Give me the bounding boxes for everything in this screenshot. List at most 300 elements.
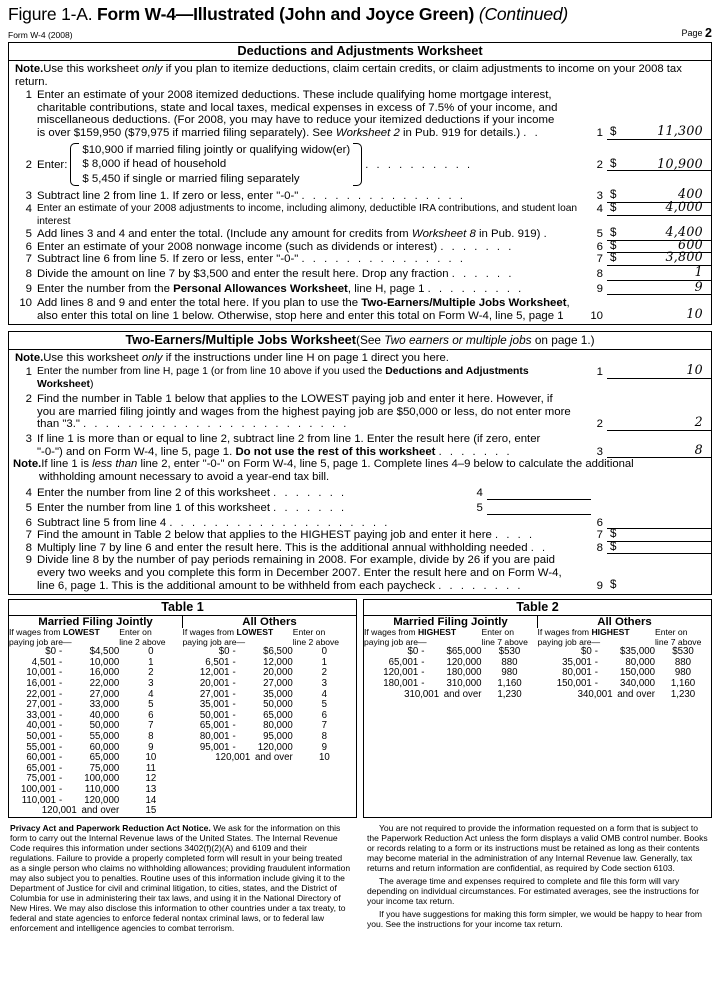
leader-dots: . . [530, 541, 548, 554]
deductions-line-2 [9, 143, 711, 187]
page-indicator [682, 26, 713, 40]
line-number: 9 [25, 282, 32, 295]
range-high: 27,000 [89, 688, 120, 700]
line-2-options [82, 143, 350, 187]
range-dash: - [594, 656, 598, 668]
range-high: $4,500 [89, 646, 120, 658]
wage-value-cell: 880 [674, 656, 692, 668]
deductions-line-6 [9, 236, 711, 254]
range-high: 80,000 [263, 720, 293, 732]
line-text [37, 283, 587, 296]
answer-line-number: 4 [476, 487, 483, 500]
table-2-group-others: All Others [597, 616, 652, 629]
range-dash: - [594, 678, 598, 690]
line-text-a: Find the number in Table 1 below that applies to the LOWEST paying job and enter it here. However, if [37, 393, 553, 406]
answer-field-te-3[interactable] [607, 441, 711, 459]
col-wage-post: paying job are— [9, 636, 72, 647]
wage-value-cell [293, 806, 356, 817]
answer-field-te-2[interactable] [607, 414, 711, 431]
brace-left [70, 143, 79, 187]
dollar-sign: $ [610, 188, 617, 202]
range-dash: - [59, 678, 63, 690]
table-row [364, 690, 711, 701]
line-text [37, 366, 587, 391]
range-high: 75,000 [89, 762, 120, 774]
deductions-line-5 [9, 224, 711, 241]
range-low: 180,001 [383, 678, 419, 690]
leader-dots: . . . . . . . [440, 240, 514, 253]
range-dash: - [59, 741, 63, 753]
table-2-group-mfj: Married Filing Jointly [364, 616, 538, 628]
wage-value-cell: 10 [318, 752, 330, 764]
line-number: 6 [25, 240, 32, 253]
brace-right [353, 143, 362, 187]
answer-field-te-5[interactable] [487, 502, 591, 515]
answer-field-te-7[interactable] [607, 529, 711, 542]
dollar-sign: $ [610, 201, 617, 214]
line-number: 8 [25, 541, 32, 554]
range-low: 4,501 [31, 656, 56, 668]
answer-value: 10,900 [657, 156, 703, 172]
leader-dots: . . . . . . . . . . . . . . . . . . . . [169, 516, 390, 529]
col-enter-line7-others [655, 628, 711, 647]
line-text-c: than "3." [37, 418, 80, 431]
wage-value-cell: 1,230 [670, 688, 696, 700]
two-earners-line-7 [9, 529, 711, 542]
range-high: 100,000 [84, 773, 120, 785]
note-pre: Use this worksheet [43, 352, 142, 365]
line-text-b: you are married filing jointly and wages from the highest paying job are $50,000 or less, do not enter more [37, 405, 571, 418]
line-text-pre: Add lines 3 and 4 and enter the total. (Include any amount for credits from [37, 228, 412, 241]
line-text [37, 487, 467, 500]
line-number: 7 [25, 253, 32, 266]
wage-value-cell: 9 [148, 741, 154, 753]
leader-dots: . . . . . . . . . . . . . . . [301, 190, 466, 203]
line-text-b-pre: "-0-") and on Form W-4, line 5, page 1. [37, 445, 236, 458]
range-high: 55,000 [89, 731, 120, 743]
line-text-post: in Pub. 919) [475, 228, 541, 241]
answer-field-10[interactable] [607, 305, 711, 323]
range-low: 120,001 [215, 752, 251, 764]
option-single: $ 5,450 if single or married filing separately [82, 172, 300, 185]
line-text-main: Enter an estimate of your 2008 nonwage income (such as dividends or interest) [37, 240, 438, 253]
range-low: $0 [45, 646, 56, 658]
range-low: 310,001 [404, 688, 440, 700]
range-high: $35,000 [619, 646, 655, 658]
line-text [37, 433, 587, 458]
range-dash: - [59, 688, 63, 700]
line-text-a: If line 1 is more than or equal to line 2, subtract line 2 from line 1. Enter the result here (if zero, enter [37, 432, 541, 445]
privacy-notice-body: We ask for the information on this form to carry out the Internal Revenue laws of the United States. The Internal Revenue Code requires this information under sections 3402(f)(2)(A) and 6109 and their regulations. Failure to provide a properly completed form will result in your being treated as a single person who claims no withholding allowances; providing fraudulent information may also subject you to penalties. Routine uses of this information include giving it to the Department of Justice for civil and criminal litigation, to cities, states, and the District of Columbia for use in administering their tax laws, and using it in the National Directory of New Hires. We may also disclose this information to other countries under a tax treaty, to federal and state agencies to enforce federal nontax criminal laws, or to federal law enforcement and intelligence agencies to combat terrorism. [10, 822, 351, 933]
two-earners-line-2 [9, 393, 711, 431]
line-text-d-pre: is over $159,950 ($79,975 if married filing separately). See [37, 127, 336, 140]
line-number: 5 [25, 501, 32, 514]
table-1-caption: Table 1 [9, 600, 356, 616]
range-high: 150,000 [619, 667, 655, 679]
two-earners-line-8 [9, 539, 711, 555]
range-dash: - [232, 720, 236, 732]
table-2-caption: Table 2 [364, 600, 711, 616]
answer-value: 2 [694, 414, 703, 430]
line-text-main: Divide the amount on line 7 by $3,500 and enter the result here. Drop any fraction [37, 267, 449, 280]
wage-value-cell [293, 785, 356, 796]
wage-value-cell: 1 [148, 656, 154, 668]
answer-field-4[interactable] [607, 199, 711, 216]
range-dash: - [594, 646, 598, 658]
line-number: 2 [25, 393, 32, 406]
table-2 [363, 599, 712, 818]
col-enter-b: line 2 above [292, 636, 340, 647]
dollar-sign: $ [610, 527, 617, 541]
paperwork-notice-right [367, 823, 710, 936]
wage-value-cell: $530 [672, 646, 694, 658]
line-label: Enter: [37, 158, 68, 171]
deductions-line-1 [9, 89, 711, 139]
range-dash: - [594, 667, 598, 679]
deductions-line-7 [9, 249, 711, 266]
line-number: 1 [25, 89, 32, 102]
col-wage-pre: If wages from [537, 627, 592, 638]
range-high: 65,000 [263, 709, 293, 721]
range-over: and over [441, 688, 482, 700]
range-dash: - [59, 731, 63, 743]
col-wage-post: paying job are— [182, 636, 246, 647]
range-high: $65,000 [446, 646, 482, 658]
range-high: 50,000 [263, 699, 293, 711]
leader-dots: . . . . . . . [273, 501, 347, 514]
note-post: if the instructions under line H on page 1 direct you here. [162, 352, 449, 365]
option-hoh: $ 8,000 if head of household [82, 158, 227, 171]
wage-value-cell: 3 [321, 678, 328, 690]
line-text-c: line 6, page 1. This is the additional amount to be withheld from each paycheck [37, 579, 436, 592]
two-earners-note [9, 352, 711, 366]
range-low: 75,001 [26, 773, 56, 785]
wage-tables [8, 599, 712, 818]
range-dash: - [59, 752, 63, 764]
range-low: 55,001 [26, 741, 56, 753]
dollar-sign: $ [610, 539, 617, 553]
range-dash: - [232, 731, 236, 743]
range-low: 150,001 [556, 678, 592, 690]
wage-value-cell: 13 [145, 784, 157, 795]
deductions-line-9 [9, 278, 711, 296]
line-text [37, 228, 587, 241]
range-high: 20,000 [263, 667, 293, 679]
line-text-a: Divide line 8 by the number of pay periods remaining in 2008. For example, divide by 26 if you are paid [37, 554, 555, 567]
wage-value-cell: 5 [321, 699, 328, 711]
wage-value-cell: 10 [145, 752, 157, 764]
figure-title-text: Form W-4—Illustrated (John and Joyce Green) [97, 4, 475, 24]
page-number: 2 [705, 26, 712, 40]
range-low: 65,001 [199, 720, 230, 732]
line-text-a-pre: Add lines 8 and 9 and enter the total here. If you plan to use the [37, 297, 362, 310]
line-text-main: Subtract line 2 from line 1. If zero or less, enter "-0-" [37, 190, 299, 203]
dollar-sign: $ [610, 125, 617, 139]
range-dash: - [59, 773, 63, 785]
range-dash: - [421, 667, 425, 679]
line-number: 3 [25, 432, 32, 445]
answer-field-te-4[interactable] [487, 487, 591, 500]
paperwork-paragraph-1: You are not required to provide the information requested on a form that is subject to the Paperwork Reduction Act unless the form displays a valid OMB control number. Books or records relating to a form or its instructions must be retained as long as their contents may become material in the administration of any Internal Revenue law. Generally, tax returns and return information are confidential, as required by Code section 6103. [367, 822, 708, 873]
two-earners-line-9 [9, 554, 711, 592]
answer-value: 600 [678, 236, 703, 252]
range-high: 120,000 [84, 794, 120, 806]
leader-dots: . . . . . . . [438, 445, 513, 458]
range-low: 50,001 [199, 709, 230, 721]
table-2-column-headers [364, 628, 711, 647]
wage-value-cell: 14 [145, 794, 157, 806]
col-wages-lowest-mfj [9, 628, 119, 647]
answer-line-number: 1 [596, 127, 603, 140]
table-row [9, 806, 356, 817]
range-low: 16,001 [26, 678, 56, 690]
wage-value-cell [293, 796, 356, 807]
two-earners-line-1 [9, 362, 711, 391]
privacy-notice [10, 823, 710, 936]
range-high: 12,000 [263, 656, 293, 668]
two-earners-line-3 [9, 433, 711, 458]
line-number: 5 [25, 228, 32, 241]
range-low: $0 [580, 646, 592, 658]
table-2-body [364, 647, 711, 700]
wage-value-cell: 12 [145, 773, 157, 785]
range-high: 340,000 [619, 678, 655, 690]
dollar-sign: $ [610, 157, 617, 171]
deductions-note-label: Note. [15, 63, 44, 76]
range-dash: - [59, 709, 63, 721]
heading-sub-em: Two earners or multiple jobs [384, 333, 532, 348]
leader-dots: . . [523, 127, 541, 140]
leader-dots: . [543, 228, 550, 241]
answer-value: 10 [686, 362, 703, 377]
col-wage-pre: If wages from [9, 627, 63, 638]
wage-value-cell: 6 [148, 709, 154, 721]
answer-line-number: 6 [596, 240, 603, 253]
line-text [37, 517, 587, 530]
line-number: 9 [25, 554, 32, 567]
line-text [37, 393, 587, 431]
wage-value-cell: 4 [148, 688, 154, 700]
wage-value-cell: 980 [674, 667, 692, 679]
line-number: 10 [19, 297, 32, 310]
range-low: 100,001 [20, 784, 56, 795]
range-low: 95,001 [199, 741, 230, 753]
answer-line-number: 1 [596, 366, 603, 378]
col-wage-pre: If wages from [182, 627, 237, 638]
range-dash: - [232, 678, 236, 690]
line-text-main: Find the amount in Table 2 below that applies to the HIGHEST paying job and enter it here [37, 529, 492, 542]
line-text-main: Enter the number from line 2 of this worksheet [37, 487, 270, 500]
range-high: 50,000 [89, 720, 120, 732]
col-wage-em: HIGHEST [591, 627, 630, 638]
range-low: 35,001 [199, 699, 230, 711]
deductions-note-post: if you plan to itemize deductions, claim certain credits, or claim adjustments to income on your 2008 tax return. [15, 63, 682, 88]
paperwork-paragraph-3: If you have suggestions for making this form simpler, we would be happy to hear from you. See the instructions for your income tax return. [367, 908, 703, 929]
dollar-sign: $ [610, 238, 617, 252]
line-text [37, 89, 587, 139]
paperwork-paragraph-2: The average time and expenses required to complete and file this form will vary depending on individual circumstances. For estimated averages, see the instructions for your income tax return. [367, 875, 700, 906]
range-low: 40,001 [26, 720, 56, 732]
col-enter-line7-mfj [482, 628, 538, 647]
col-wages-highest-others [538, 628, 656, 647]
range-dash: - [421, 656, 425, 668]
answer-field-te-1[interactable] [607, 362, 711, 379]
wage-value-cell [183, 806, 293, 817]
answer-line-number: 3 [596, 445, 603, 458]
range-low: 80,001 [562, 667, 592, 679]
line-text-c: miscellaneous deductions. (For 2008, you may have to reduce your itemized deductions if your income [37, 114, 555, 127]
form-id-line [8, 26, 712, 40]
leader-dots: . . . . . . . . [438, 579, 524, 592]
range-low: 12,001 [199, 667, 230, 679]
answer-field-2[interactable] [607, 158, 711, 171]
range-low: 50,001 [26, 731, 56, 743]
wage-value-cell [183, 796, 293, 807]
deductions-line-4 [9, 199, 711, 228]
privacy-notice-left [10, 823, 353, 936]
range-dash: - [59, 720, 63, 732]
answer-field-1[interactable] [607, 123, 711, 140]
col-wage-pre: If wages from [364, 627, 418, 638]
wage-range-cell [9, 806, 119, 817]
line-number: 1 [25, 366, 32, 378]
two-earners-heading-text: Two-Earners/Multiple Jobs Worksheet [125, 332, 357, 348]
range-low: 6,501 [205, 656, 230, 668]
wage-value-cell: 8 [148, 731, 154, 743]
deductions-worksheet-heading: Deductions and Adjustments Worksheet [9, 43, 711, 61]
line-number: 6 [25, 516, 32, 529]
answer-value: 8 [694, 441, 703, 457]
note-label: Note. [15, 352, 44, 365]
range-low: 65,001 [388, 656, 419, 668]
answer-line-number: 2 [596, 418, 603, 431]
range-low: $0 [218, 646, 230, 658]
line-text [37, 502, 467, 515]
range-low: 80,001 [199, 731, 230, 743]
range-low: $0 [407, 646, 419, 658]
answer-line-number: 5 [596, 228, 603, 241]
answer-line-number: 9 [596, 579, 603, 592]
range-high: 10,000 [89, 656, 120, 668]
line-text-a-em: Two-Earners/Multiple Jobs Worksheet [361, 297, 567, 310]
deductions-note-pre: Use this worksheet [43, 63, 142, 76]
range-high: 65,000 [89, 752, 120, 764]
line-text-main: Subtract line 5 from line 4 [37, 516, 167, 529]
figure-continued: (Continued) [478, 4, 569, 24]
wage-range-cell [538, 690, 656, 701]
range-high: 22,000 [89, 678, 120, 690]
wage-value-cell: $530 [498, 646, 521, 658]
wage-value-cell: 7 [148, 720, 154, 732]
wage-value-cell: 7 [321, 720, 328, 732]
wage-value-cell: 2 [148, 667, 154, 679]
wage-value-cell: 0 [148, 646, 154, 658]
range-dash: - [232, 741, 236, 753]
wage-value-cell [293, 764, 356, 775]
note-em: only [141, 352, 163, 365]
figure-label: Figure 1-A. [8, 4, 93, 24]
two-earners-heading [9, 332, 711, 350]
deductions-line-8 [9, 263, 711, 281]
line-text-em: Worksheet 8 [411, 228, 476, 241]
wage-value-cell: 8 [321, 731, 328, 743]
line-text-post: ) [89, 378, 94, 390]
answer-value: 3,800 [665, 249, 703, 265]
range-high: 95,000 [263, 731, 293, 743]
wage-value-cell: 6 [321, 709, 328, 721]
range-over: and over [78, 805, 120, 817]
answer-field-te-6[interactable] [607, 517, 711, 530]
col-enter-a: Enter on [292, 627, 326, 638]
line-number: 3 [25, 190, 32, 203]
two-earners-line-4 [9, 487, 711, 500]
line-text-d-em: Worksheet 2 [335, 127, 400, 140]
range-dash: - [232, 646, 236, 658]
range-high: $6,500 [263, 646, 293, 658]
range-high: 180,000 [446, 667, 482, 679]
answer-value: 11,300 [657, 123, 703, 139]
line-text-b: also enter this total on line 1 below. Otherwise, stop here and enter this total on Form W-4, line 5, page 1 [37, 309, 564, 322]
col-enter-a: Enter on [655, 627, 688, 638]
line-number: 8 [25, 267, 32, 280]
note-2-post: line 2, enter "-0-" on Form W-4, line 5, page 1. Complete lines 4–9 below to calculate the additional [137, 458, 634, 471]
col-enter-b: line 7 above [655, 636, 702, 647]
note-2-pre: If line 1 is [41, 458, 93, 471]
col-wage-post: paying job are— [537, 636, 601, 647]
line-number: 2 [25, 158, 32, 171]
line-text [37, 529, 587, 542]
line-text-b-em: Do not use the rest of this worksheet [235, 445, 436, 458]
range-low: 65,001 [26, 762, 56, 774]
range-dash: - [232, 709, 236, 721]
range-over: and over [252, 752, 293, 764]
wage-value-cell: 5 [148, 699, 154, 711]
answer-field-te-9[interactable] [607, 577, 711, 593]
answer-value: 9 [694, 278, 703, 294]
table-1-body [9, 647, 356, 817]
table-1-group-mfj: Married Filing Jointly [9, 616, 183, 628]
answer-field-9[interactable] [607, 278, 711, 296]
answer-value: 1 [694, 263, 703, 279]
range-high: 110,000 [84, 784, 120, 795]
answer-line-number: 7 [596, 529, 603, 542]
wage-value-cell: 1 [321, 656, 328, 668]
col-enter-b: line 7 above [481, 636, 528, 647]
range-dash: - [59, 656, 63, 668]
leader-dots: . . . . . . . . . . [365, 158, 473, 171]
dollar-sign: $ [610, 251, 617, 265]
range-high: 35,000 [263, 688, 293, 700]
range-high: 27,000 [263, 678, 293, 690]
option-mfj: $10,900 if married filing jointly or qualifying widow(er) [82, 143, 351, 156]
range-dash: - [59, 646, 63, 658]
line-text-b: every two weeks and you complete this form in December 2007. Enter the result here and on Form W-4, [37, 566, 562, 579]
wage-value-cell: 980 [501, 667, 518, 679]
wage-value-cell: 880 [501, 656, 518, 668]
line-text [37, 253, 587, 266]
col-enter-b: line 2 above [119, 636, 166, 647]
col-wages-highest-mfj [364, 628, 482, 647]
two-earners-note-2 [9, 458, 711, 484]
line-text-main: Multiply line 7 by line 6 and enter the result here. This is the additional annual withholding needed [37, 541, 528, 554]
range-high: 120,000 [257, 741, 293, 753]
line-text-a: Enter an estimate of your 2008 itemized deductions. These include qualifying home mortgage interest, [37, 89, 552, 102]
two-earners-worksheet [8, 331, 712, 595]
leader-dots: . . . . . . . [273, 487, 347, 500]
line-text-b: charitable contributions, state and local taxes, medical expenses in excess of 7.5% of your income, and [37, 101, 558, 114]
range-dash: - [59, 762, 63, 774]
answer-field-te-8[interactable] [607, 539, 711, 555]
